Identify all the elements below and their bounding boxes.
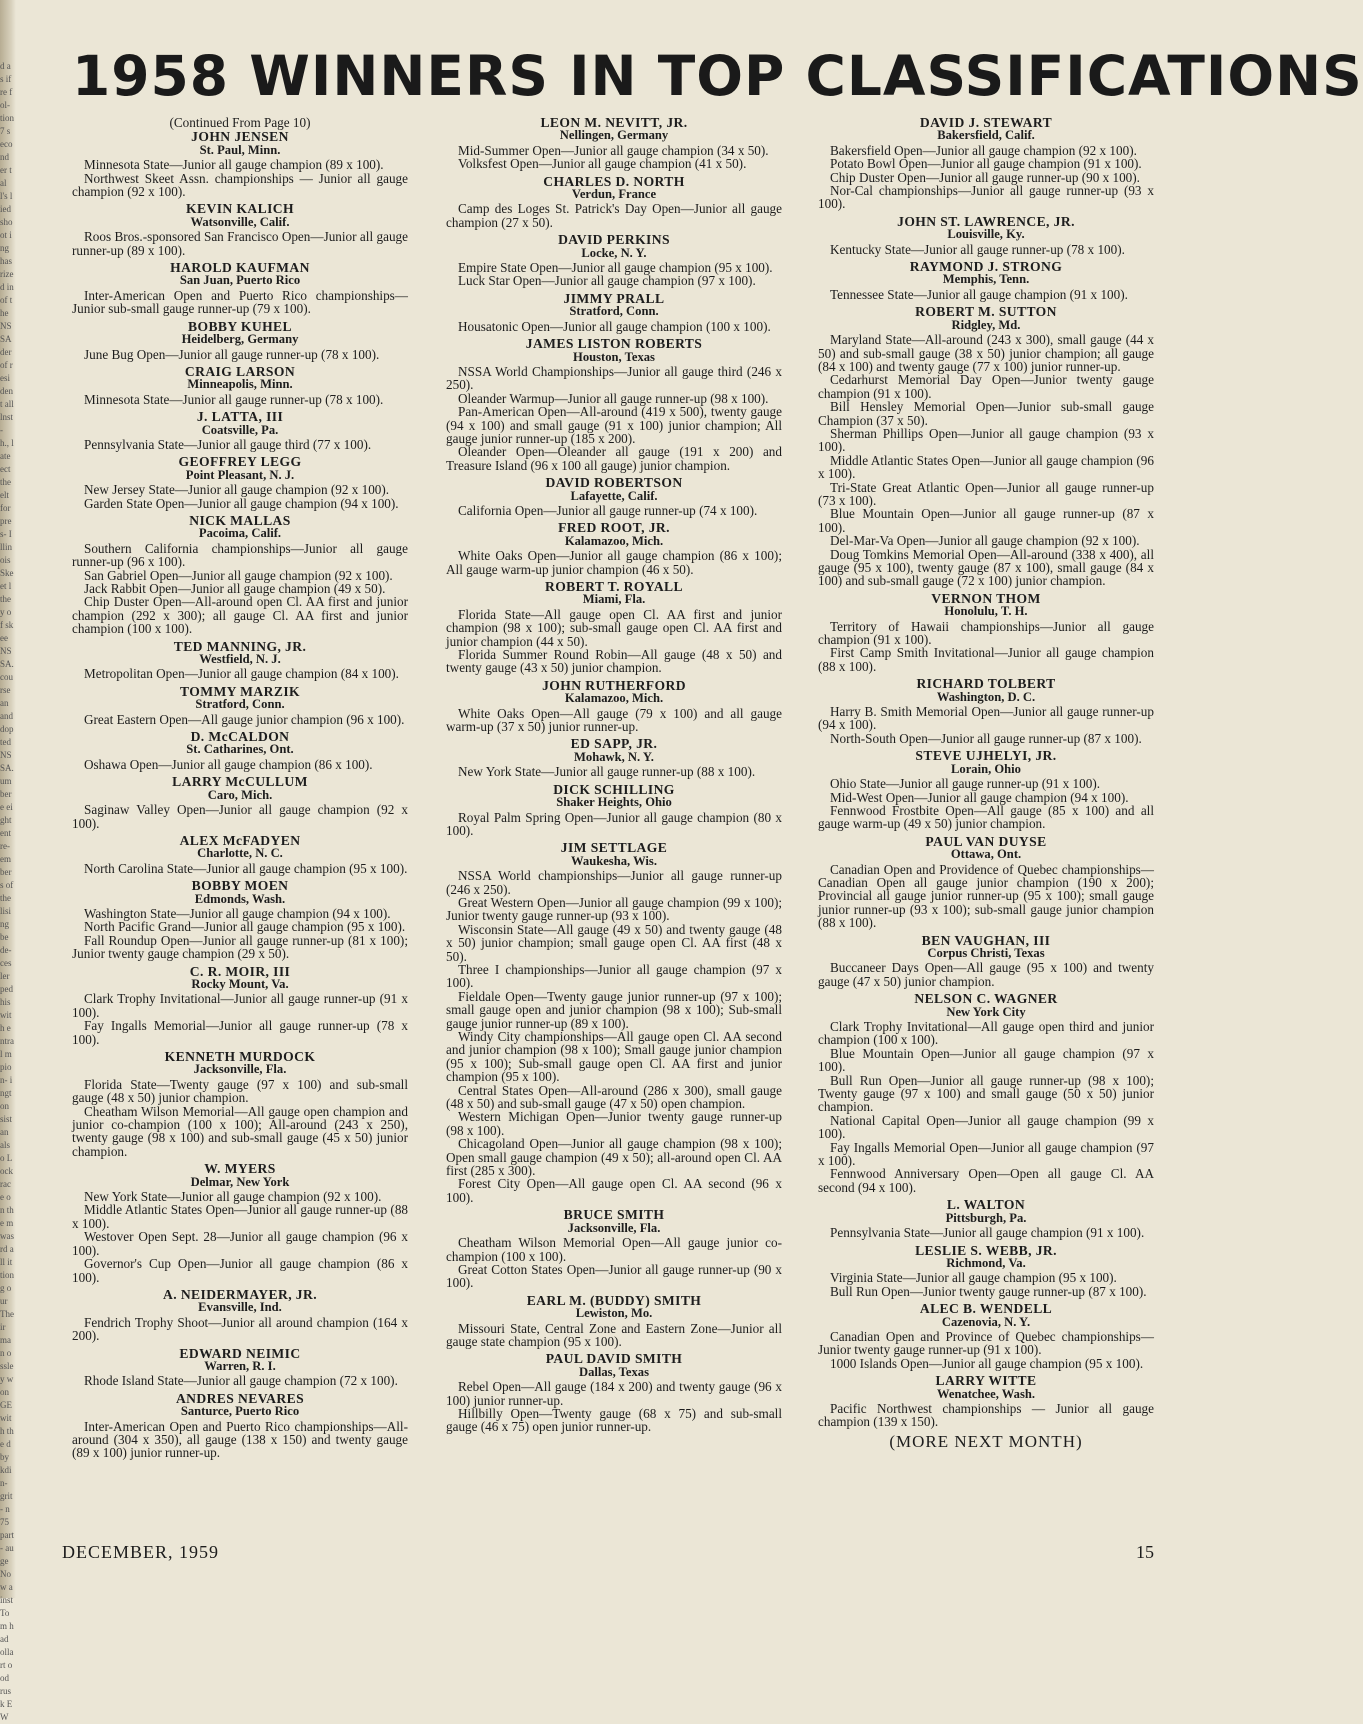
achievement-text: Northwest Skeet Assn. championships — Junior all gauge champion (92 x 100). (72, 170, 408, 200)
winner-entry (818, 934, 1154, 989)
winner-entry (818, 305, 1154, 588)
winner-location: Dallas, Texas (579, 1364, 649, 1379)
winner-name: ED SAPP, JR. (570, 736, 658, 752)
achievement-text: North Pacific Grand—Junior all gauge champion (95 x 100). (84, 919, 406, 935)
winner-entry (818, 260, 1154, 301)
winner-entry (818, 1374, 1154, 1429)
achievement-text: Maryland State—All-around (243 x 300), small gauge (44 x 50) and sub-small gauge (38 x 50) junior champion; all gauge (84 x 100) and twenty gauge (77 x 100) junior runner-up. (818, 332, 1154, 374)
achievement-text: Bull Run Open—Junior twenty gauge runner-up (87 x 100). (830, 1283, 1147, 1299)
winner-name: JOHN ST. LAWRENCE, JR. (897, 213, 1075, 229)
winner-entry (72, 365, 408, 406)
achievement-text: Central States Open—All-around (286 x 300), small gauge (48 x 50) and sub-small gauge (47 x 50) open champion. (446, 1082, 782, 1112)
achievement-text: Westover Open Sept. 28—Junior all gauge champion (96 x 100). (72, 1229, 408, 1258)
achievement-text: Mid-West Open—Junior all gauge champion (94 x 100). (830, 789, 1129, 805)
winner-location: Stratford, Conn. (195, 697, 285, 712)
achievement-text: Virginia State—Junior all gauge champion (95 x 100). (830, 1270, 1117, 1286)
winner-name: TED MANNING, JR. (173, 638, 307, 654)
winner-location: Lewiston, Mo. (575, 1306, 653, 1321)
achievement-text: Jack Rabbit Open—Junior all gauge champion (49 x 50). (84, 581, 386, 596)
achievement-text: Pennsylvania State—Junior all gauge third (77 x 100). (84, 436, 372, 452)
winner-entry (72, 1288, 408, 1343)
achievement-text: Great Cotton States Open—Junior all gauge runner-up (90 x 100). (446, 1261, 782, 1291)
achievement-text: Potato Bowl Open—Junior all gauge champion (91 x 100). (830, 156, 1142, 172)
winner-name: JOHN RUTHERFORD (542, 677, 686, 693)
achievement-text: Minnesota State—Junior all gauge champion (89 x 100). (84, 157, 384, 173)
achievement-text: Harry B. Smith Memorial Open—Junior all gauge runner-up (94 x 100). (818, 704, 1154, 733)
winner-name: FRED ROOT, JR. (558, 520, 670, 536)
achievement-text: Great Eastern Open—All gauge junior champion (96 x 100). (84, 711, 405, 727)
winner-name: PAUL DAVID SMITH (545, 1351, 683, 1367)
winner-entry (446, 1352, 782, 1433)
winner-name: BOBBY KUHEL (188, 318, 292, 334)
achievement-text: Fay Ingalls Memorial—Junior all gauge runner-up (78 x 100). (72, 1018, 408, 1047)
achievement-text: Inter-American Open and Puerto Rico championships—Junior sub-small gauge runner-up (79 x 100). (72, 287, 408, 317)
achievement-text: Oshawa Open—Junior all gauge champion (86 x 100). (84, 756, 373, 772)
achievement-text: Florida State—All gauge open Cl. AA first and junior champion (98 x 100); sub-small gauge open Cl. AA first and junior champion (44 x 50). (446, 606, 782, 649)
winner-entry (72, 730, 408, 771)
winner-location: Caro, Mich. (207, 787, 273, 802)
winner-name: GEOFFREY LEGG (178, 454, 302, 470)
winner-name: DICK SCHILLING (553, 781, 675, 797)
achievement-text: National Capital Open—Junior all gauge champion (99 x 100). (818, 1112, 1154, 1142)
winner-location: Coatsville, Pa. (201, 422, 279, 437)
winner-entry (446, 233, 782, 288)
achievement-text: Forest City Open—All gauge open Cl. AA second (96 x 100). (446, 1176, 782, 1205)
achievement-text: Cheatham Wilson Memorial—All gauge open champion and junior co-champion (100 x 100); All-around (243 x 250), twenty gauge (98 x 100) and sub-small gauge (45 x 50) junior champion. (72, 1103, 408, 1159)
achievement-text: Chip Duster Open—All-around open Cl. AA first and junior champion (292 x 300); all gauge Cl. AA first and junior champion (100 x 100). (72, 594, 408, 637)
winner-location: Lafayette, Calif. (570, 488, 658, 503)
winner-entry (72, 879, 408, 960)
winner-name: KENNETH MURDOCK (164, 1049, 316, 1064)
winner-name: ROBERT T. ROYALL (544, 579, 683, 594)
achievement-text: North-South Open—Junior all gauge runner-up (87 x 100). (830, 730, 1142, 746)
winner-name: HAROLD KAUFMAN (170, 260, 310, 276)
winner-name: RICHARD TOLBERT (916, 676, 1056, 692)
achievement-text: NSSA World Championships—Junior all gauge third (246 x 250). (446, 363, 782, 393)
winner-location: Richmond, Va. (946, 1255, 1026, 1270)
winner-location: Waukesha, Wis. (571, 853, 657, 868)
winner-entry (446, 116, 782, 171)
winner-name: DAVID PERKINS (558, 232, 670, 248)
achievement-text: Wisconsin State—All gauge (49 x 50) and twenty gauge (48 x 50) junior champion; small gauge open Cl. AA first (48 x 50). (446, 921, 782, 964)
winner-name: DAVID J. STEWART (919, 115, 1053, 130)
winner-name: DAVID ROBERTSON (545, 475, 683, 491)
winner-location: Point Pleasant, N. J. (185, 467, 295, 482)
achievement-text: Kentucky State—Junior all gauge runner-up (78 x 100). (830, 241, 1125, 257)
winner-name: A. NEIDERMAYER, JR. (163, 1286, 317, 1302)
winner-entry (818, 1302, 1154, 1370)
achievement-text: 1000 Islands Open—Junior all gauge champion (95 x 100). (830, 1355, 1144, 1371)
winner-name: LARRY McCULLUM (172, 774, 308, 790)
winner-entry (72, 1392, 408, 1460)
winner-name: ALEX McFADYEN (179, 832, 301, 848)
achievement-text: Pacific Northwest championships — Junior all gauge champion (139 x 150). (818, 1400, 1154, 1430)
achievement-text: Fennwood Anniversary Open—Open all gauge Cl. AA second (94 x 100). (818, 1166, 1154, 1195)
winner-entry (72, 261, 408, 316)
achievement-text: NSSA World championships—Junior all gauge runner-up (246 x 250). (446, 868, 782, 897)
winner-entry (446, 337, 782, 472)
winner-location: Jacksonville, Fla. (567, 1220, 661, 1235)
achievement-text: June Bug Open—Junior all gauge runner-up (78 x 100). (84, 346, 380, 362)
page-number: 15 (1136, 1542, 1154, 1562)
winner-entry (818, 1198, 1154, 1239)
winner-location: Heidelberg, Germany (181, 332, 299, 347)
issue-date: DECEMBER, 1959 (62, 1542, 220, 1562)
winner-entry (72, 1050, 408, 1158)
winner-entry (446, 580, 782, 675)
page-title: 1958 WINNERS IN TOP CLASSIFICATIONS (72, 44, 1363, 108)
winner-location: Ottawa, Ont. (950, 847, 1022, 862)
achievement-text: Camp des Loges St. Patrick's Day Open—Junior all gauge champion (27 x 50). (446, 201, 782, 230)
achievement-text: Saginaw Valley Open—Junior all gauge champion (92 x 100). (72, 802, 408, 831)
winner-name: CHARLES D. NORTH (543, 173, 685, 189)
achievement-text: Housatonic Open—Junior all gauge champion (100 x 100). (458, 318, 771, 334)
winner-name: W. MYERS (204, 1161, 276, 1177)
winner-location: Kalamazoo, Mich. (564, 533, 664, 548)
winner-location: St. Paul, Minn. (199, 142, 281, 157)
winner-entry (446, 476, 782, 517)
winner-name: JAMES LISTON ROBERTS (525, 336, 703, 352)
achievement-text: Nor-Cal championships—Junior all gauge runner-up (93 x 100). (818, 183, 1154, 212)
achievement-text: Metropolitan Open—Junior all gauge champion (84 x 100). (84, 666, 399, 682)
achievement-text: Mid-Summer Open—Junior all gauge champion (34 x 50). (458, 142, 769, 158)
achievement-text: Cedarhurst Memorial Day Open—Junior twenty gauge champion (91 x 100). (818, 372, 1154, 401)
achievement-text: Fall Roundup Open—Junior all gauge runner-up (81 x 100); Junior twenty gauge champion (29 x 50). (72, 932, 408, 962)
winner-name: EARL M. (BUDDY) SMITH (526, 1292, 702, 1308)
winner-location: Kalamazoo, Mich. (564, 691, 664, 706)
winner-entry (446, 1208, 782, 1289)
achievement-text: Governor's Cup Open—Junior all gauge champion (86 x 100). (72, 1256, 408, 1285)
winner-entry (72, 640, 408, 681)
winner-name: KEVIN KALICH (186, 201, 294, 217)
winner-name: LESLIE S. WEBB, JR. (915, 1242, 1057, 1258)
achievement-text: Three I championships—Junior all gauge champion (97 x 100). (446, 961, 782, 991)
achievement-text: California Open—Junior all gauge runner-up (74 x 100). (458, 502, 758, 518)
winner-name: NELSON C. WAGNER (914, 991, 1058, 1007)
facing-page-text: d as if re fol- tion 7 second er tall's lied shoot ing has rized in of the NSSA der of resident all lnst- h., late ect the elt for pres- Illinois Skeet l they of skee NSSA. course an and dopted NSSA. umber e eight ent re- embers of the lising be de- ces ler ped his with entral mpion- ington sistan also Lock race on the m was rd all ittion g our Their man ossley won GE with the d by kdin- grit- n 75 part- auge Now ainst Tom had ollart ood rusk EW (0, 61, 15, 1722)
winner-location: Pittsburgh, Pa. (945, 1210, 1027, 1225)
achievement-text: Volksfest Open—Junior all gauge champion (41 x 50). (458, 156, 747, 172)
achievement-text: Fieldale Open—Twenty gauge junior runner-up (97 x 100); small gauge open and junior champion (98 x 100); Sub-small gauge junior runner-up (89 x 100). (446, 988, 782, 1031)
winner-location: Delmar, New York (190, 1174, 290, 1189)
winner-name: C. R. MOIR, III (189, 963, 291, 979)
winner-entry (818, 215, 1154, 256)
winner-entry (446, 292, 782, 333)
winner-entry (818, 992, 1154, 1194)
achievement-text: Sherman Phillips Open—Junior all gauge champion (93 x 100). (818, 425, 1154, 455)
achievement-text: Blue Mountain Open—Junior all gauge runner-up (87 x 100). (818, 506, 1154, 535)
winner-location: Watsonville, Calif. (190, 214, 290, 229)
winner-location: Louisville, Ky. (947, 227, 1025, 242)
winner-name: ALEC B. WENDELL (919, 1301, 1053, 1317)
winner-name: JOHN JENSEN (191, 129, 289, 145)
winner-name: LEON M. NEVITT, JR. (540, 115, 688, 130)
winner-location: Shaker Heights, Ohio (556, 795, 672, 810)
winner-name: VERNON THOM (931, 590, 1041, 606)
winner-entry (818, 835, 1154, 930)
achievement-text: New Jersey State—Junior all gauge champion (92 x 100). (84, 482, 390, 498)
winner-location: Houston, Texas (573, 349, 655, 364)
achievement-text: Bakersfield Open—Junior all gauge champion (92 x 100). (830, 142, 1137, 158)
winner-entry (818, 677, 1154, 745)
achievement-text: Fay Ingalls Memorial Open—Junior all gauge champion (97 x 100). (818, 1139, 1154, 1169)
achievement-text: Florida State—Twenty gauge (97 x 100) and sub-small gauge (48 x 50) junior champion. (72, 1076, 408, 1106)
winner-location: Ridgley, Md. (951, 317, 1021, 332)
achievement-text: Hillbilly Open—Twenty gauge (68 x 75) and sub-small gauge (46 x 75) open junior runner-up. (446, 1405, 782, 1435)
winner-location: Nellingen, Germany (559, 128, 669, 143)
winner-entry (72, 775, 408, 830)
winner-entry (446, 783, 782, 838)
achievement-text: New York State—Junior all gauge champion (92 x 100). (84, 1189, 382, 1205)
winner-name: LARRY WITTE (935, 1373, 1037, 1389)
winner-name: ROBERT M. SUTTON (915, 304, 1057, 320)
winner-entry (446, 1294, 782, 1349)
achievement-text: First Camp Smith Invitational—Junior all gauge champion (88 x 100). (818, 645, 1154, 674)
winner-name: BEN VAUGHAN, III (921, 932, 1051, 948)
achievement-text: Chip Duster Open—Junior all gauge runner-up (90 x 100). (830, 169, 1140, 185)
achievement-text: Middle Atlantic States Open—Junior all gauge runner-up (88 x 100). (72, 1202, 408, 1231)
winner-entry (446, 521, 782, 576)
achievement-text: Bill Hensley Memorial Open—Junior sub-small gauge Champion (37 x 50). (818, 399, 1154, 428)
winner-location: Verdun, France (571, 187, 657, 202)
winner-name: JIM SETTLAGE (560, 840, 668, 856)
winner-entry (72, 130, 408, 198)
winner-location: New York City (946, 1004, 1026, 1019)
winner-name: CRAIG LARSON (184, 363, 296, 379)
achievement-text: Fennwood Frostbite Open—All gauge (85 x 100) and all gauge warm-up (49 x 50) junior champion. (818, 802, 1154, 832)
achievement-text: Washington State—Junior all gauge champion (94 x 100). (84, 905, 391, 921)
winner-name: ANDRES NEVARES (175, 1390, 305, 1406)
achievement-text: Oleander Warmup—Junior all gauge runner-up (98 x 100). (458, 390, 769, 406)
continued-note: (Continued From Page 10) (169, 115, 311, 130)
winner-name: BRUCE SMITH (563, 1207, 665, 1223)
achievement-text: Windy City championships—All gauge open Cl. AA second and junior champion (98 x 100); Small gauge junior champion (95 x 100); Sub-small gauge open Cl. AA first and junior champion (95 x 100). (446, 1029, 782, 1085)
winner-entry (72, 965, 408, 1046)
column-2 (446, 116, 782, 1438)
achievement-text: Canadian Open and Providence of Quebec championships—Canadian Open all gauge junior champion (190 x 200); Provincial all gauge junior runner-up (95 x 100); small gauge junior runner-up (93 x 100); sub-small gauge junior champion (88 x 100). (818, 861, 1154, 931)
winner-location: Stratford, Conn. (569, 304, 659, 319)
winner-entry (818, 592, 1154, 673)
winner-location: Westfield, N. J. (199, 652, 281, 667)
achievement-text: White Oaks Open—All gauge (79 x 100) and all gauge warm-up (37 x 50) junior runner-up. (446, 705, 782, 735)
winner-entry (818, 116, 1154, 211)
achievement-text: Empire State Open—Junior all gauge champion (95 x 100). (458, 260, 773, 276)
achievement-text: Garden State Open—Junior all gauge champion (94 x 100). (84, 495, 399, 511)
winner-name: D. McCALDON (190, 729, 290, 745)
achievement-text: Tennessee State—Junior all gauge champion (91 x 100). (830, 286, 1128, 302)
winner-entry (72, 834, 408, 875)
winner-location: Pacoima, Calif. (198, 526, 282, 541)
winner-location: Bakersfield, Calif. (937, 128, 1035, 143)
achievement-text: Southern California championships—Junior all gauge runner-up (96 x 100). (72, 540, 408, 570)
winner-location: Lorain, Ohio (951, 761, 1021, 776)
achievement-text: Great Western Open—Junior all gauge champion (99 x 100); Junior twenty gauge runner-up (93 x 100). (446, 894, 782, 924)
achievement-text: Territory of Hawaii championships—Junior all gauge champion (91 x 100). (818, 618, 1154, 648)
winner-name: JIMMY PRALL (563, 290, 665, 306)
achievement-text: Rebel Open—All gauge (184 x 200) and twenty gauge (96 x 100) junior runner-up. (446, 1379, 782, 1408)
achievement-text: Pennsylvania State—Junior all gauge champion (91 x 100). (830, 1225, 1145, 1241)
column-1 (72, 116, 408, 1464)
winner-location: Corpus Christi, Texas (927, 945, 1045, 960)
achievement-text: Fendrich Trophy Shoot—Junior all around champion (164 x 200). (72, 1314, 408, 1344)
winner-location: Wenatchee, Wash. (936, 1386, 1036, 1401)
winner-location: Edmonds, Wash. (194, 891, 286, 906)
facing-page-edge (0, 0, 16, 1722)
achievement-text: New York State—Junior all gauge runner-up (88 x 100). (458, 764, 756, 780)
winner-location: Rocky Mount, Va. (191, 976, 289, 991)
achievement-text: Del-Mar-Va Open—Junior all gauge champion (92 x 100). (830, 533, 1140, 549)
winner-entry (72, 410, 408, 451)
winner-location: Memphis, Tenn. (942, 272, 1030, 287)
achievement-text: Pan-American Open—All-around (419 x 500), twenty gauge (94 x 100) and small gauge (91 x 100) junior champion; All gauge junior runner-up (185 x 200). (446, 404, 782, 446)
winner-entry (72, 514, 408, 636)
achievement-text: Bull Run Open—Junior all gauge runner-up (98 x 100); Twenty gauge (97 x 100) and small gauge (50 x 50) junior champion. (818, 1072, 1154, 1115)
achievement-text: Blue Mountain Open—Junior all gauge champion (97 x 100). (818, 1045, 1154, 1075)
winner-name: PAUL VAN DUYSE (925, 833, 1047, 849)
more-next-month: (MORE NEXT MONTH) (889, 1431, 1083, 1451)
achievement-text: White Oaks Open—Junior all gauge champion (86 x 100); All gauge warm-up junior champion (46 x 50). (446, 548, 782, 577)
winner-location: Miami, Fla. (582, 592, 646, 607)
winner-name: EDWARD NEIMIC (179, 1345, 301, 1361)
winner-location: Honolulu, T. H. (944, 604, 1028, 619)
winner-location: Warren, R. I. (204, 1358, 276, 1373)
winner-location: Washington, D. C. (936, 689, 1036, 704)
achievement-text: San Gabriel Open—Junior all gauge champion (92 x 100). (84, 567, 393, 583)
achievement-text: Cheatham Wilson Memorial Open—All gauge junior co-champion (100 x 100). (446, 1235, 782, 1264)
achievement-text: Florida Summer Round Robin—All gauge (48 x 50) and twenty gauge (43 x 50) junior champion. (446, 647, 782, 676)
achievement-text: Middle Atlantic States Open—Junior all gauge champion (96 x 100). (818, 452, 1154, 482)
winner-entry (818, 1244, 1154, 1299)
achievement-text: Doug Tomkins Memorial Open—All-around (338 x 400), all gauge (95 x 100), twenty gauge (87 x 100), small gauge (84 x 100) and sub-small gauge (72 x 100) junior champion. (818, 546, 1154, 589)
winner-entry (446, 679, 782, 734)
achievement-text: North Carolina State—Junior all gauge champion (95 x 100). (84, 860, 408, 876)
winner-entry (446, 737, 782, 778)
winner-name: NICK MALLAS (189, 512, 291, 528)
winner-location: Mohawk, N. Y. (574, 749, 654, 764)
achievement-text: Clark Trophy Invitational—All gauge open third and junior champion (100 x 100). (818, 1019, 1154, 1048)
achievement-text: Western Michigan Open—Junior twenty gauge runner-up (98 x 100). (446, 1109, 782, 1138)
winner-entry (72, 455, 408, 510)
achievement-text: Canadian Open and Province of Quebec championships—Junior twenty gauge runner-up (91 x 100). (818, 1328, 1154, 1358)
winner-entry (72, 202, 408, 257)
achievement-text: Buccaneer Days Open—All gauge (95 x 100) and twenty gauge (47 x 50) junior champion. (818, 960, 1154, 989)
achievement-text: Missouri State, Central Zone and Eastern Zone—Junior all gauge state champion (95 x 100). (446, 1320, 782, 1349)
winner-entry (446, 841, 782, 1204)
winner-name: L. WALTON (946, 1197, 1026, 1213)
achievement-text: Ohio State—Junior all gauge runner-up (91 x 100). (830, 776, 1101, 792)
achievement-text: Minnesota State—Junior all gauge runner-up (78 x 100). (84, 391, 384, 407)
winner-entry (72, 685, 408, 726)
winner-entry (818, 749, 1154, 830)
achievement-text: Luck Star Open—Junior all gauge champion (97 x 100). (458, 273, 756, 289)
winner-location: Locke, N. Y. (581, 245, 647, 260)
achievement-text: Roos Bros.-sponsored San Francisco Open—Junior all gauge runner-up (89 x 100). (72, 229, 408, 258)
winner-entry (72, 1162, 408, 1284)
winner-location: Evansville, Ind. (198, 1300, 282, 1315)
achievement-text: Clark Trophy Invitational—Junior all gauge runner-up (91 x 100). (72, 991, 408, 1020)
winner-location: Santurce, Puerto Rico (180, 1404, 300, 1419)
achievement-text: Inter-American Open and Puerto Rico championships—All-around (304 x 350), all gauge (138 x 150) and twenty gauge (89 x 100) junior runner-up. (72, 1418, 408, 1461)
winner-location: Jacksonville, Fla. (193, 1062, 287, 1077)
winner-entry (446, 175, 782, 230)
winner-location: Charlotte, N. C. (197, 846, 283, 861)
winner-location: St. Catharines, Ont. (186, 742, 294, 757)
winner-name: J. LATTA, III (196, 409, 284, 425)
winner-name: TOMMY MARZIK (180, 683, 300, 699)
winner-entry (72, 320, 408, 361)
winner-location: Minneapolis, Minn. (187, 377, 293, 392)
winner-name: RAYMOND J. STRONG (909, 259, 1063, 275)
achievement-text: Tri-State Great Atlantic Open—Junior all gauge runner-up (73 x 100). (818, 479, 1154, 508)
achievement-text: Royal Palm Spring Open—Junior all gauge champion (80 x 100). (446, 809, 782, 838)
achievement-text: Rhode Island State—Junior all gauge champion (72 x 100). (84, 1373, 398, 1389)
winner-location: San Juan, Puerto Rico (179, 273, 301, 288)
column-3 (818, 115, 1154, 1451)
winner-name: STEVE UJHELYI, JR. (915, 748, 1057, 764)
achievement-text: Chicagoland Open—Junior all gauge champion (98 x 100); Open small gauge champion (49 x 50); all-around open Cl. AA first (285 x 300). (446, 1136, 782, 1179)
winner-location: Cazenovia, N. Y. (941, 1314, 1031, 1329)
winner-name: BOBBY MOEN (191, 878, 289, 894)
winner-entry (72, 1347, 408, 1388)
achievement-text: Oleander Open—Oleander all gauge (191 x 200) and Treasure Island (96 x 100 all gauge) junior champion. (446, 444, 782, 473)
